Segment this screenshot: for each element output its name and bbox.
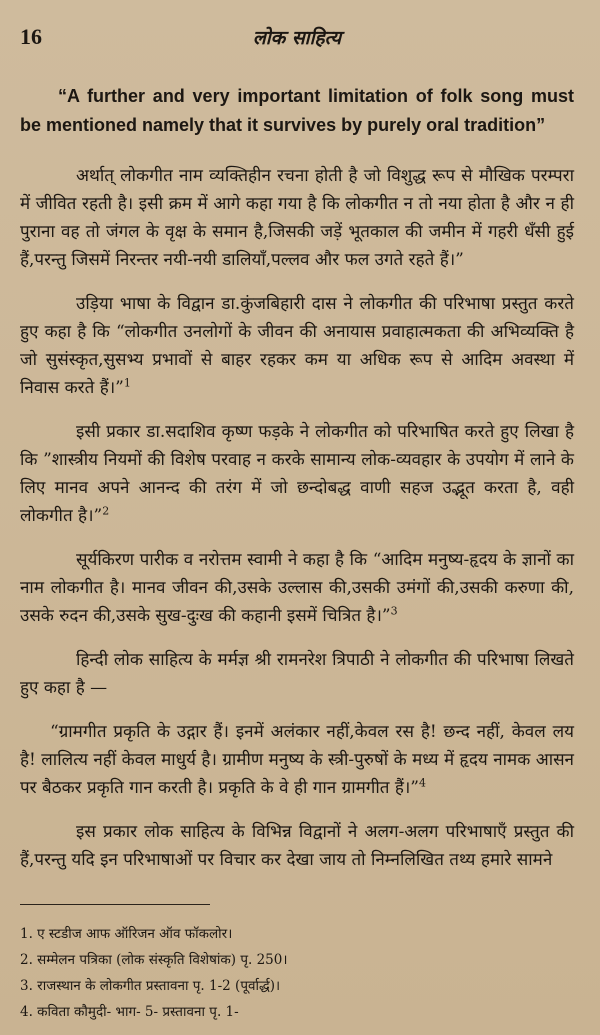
paragraph-text: सूर्यकिरण पारीक व नरोत्तम स्वामी ने कहा है कि “आदिम मनुष्य-हृदय के ज्ञानों का नाम लोकगीत है। मानव जीवन की,उसके उल्लास की,उसकी उमंगों की,उसकी करुणा की, उसके रुदन की,उसके सुख-दुःख की कहानी इसमें चित्रित है।”: [20, 550, 574, 626]
paragraph-text: उड़िया भाषा के विद्वान डा.कुंजबिहारी दास ने लोकगीत की परिभाषा प्रस्तुत करते हुए कहा है कि “लोकगीत उनलोगों के जीवन की अनायास प्रवाहात्मकता की अभिव्यक्ति है जो सुसंस्कृत,सुसभ्य प्रभावों से बाहर रहकर कम या अधिक रूप से आदिम अवस्था में निवास करते हैं।”: [20, 294, 574, 398]
paragraph-6: [20, 718, 574, 802]
footnote-ref: 1: [123, 376, 131, 390]
footnote-4: 4. कविता कौमुदी- भाग- 5- प्रस्तावना पृ. 1-: [20, 1004, 239, 1020]
footnote-ref: 2: [102, 504, 110, 518]
paragraph-4: [20, 546, 574, 630]
footnotes: [20, 921, 574, 1025]
page-header: [20, 24, 574, 58]
footnote-ref: 4: [419, 776, 427, 790]
paragraph-5: [20, 646, 574, 702]
paragraph-text: इसी प्रकार डा.सदाशिव कृष्ण फड़के ने लोकगीत को परिभाषित करते हुए लिखा है कि ”शास्त्रीय नियमों की विशेष परवाह न करके सामान्य लोक-व्यवहार के उपयोग में लाने के लिए मानव अपने आनन्द की तरंग में जो छन्दोबद्ध वाणी सहज उद्भूत करता है, वही लोकगीत है।”: [20, 422, 574, 526]
paragraph-7: [20, 818, 574, 874]
paragraph-text: “ग्रामगीत प्रकृति के उद्गार हैं। इनमें अलंकार नहीं,केवल रस है! छन्द नहीं, केवल लय है! लालित्य नहीं केवल माधुर्य है। ग्रामीण मनुष्य के स्त्री-पुरुषों के मध्य में हृदय नामक आसन पर बैठकर प्रकृति गान करती है। प्रकृति के वे ही गान ग्रामगीत हैं।”: [20, 722, 574, 798]
english-quote: “A further and very important limitation of folk song must be mentioned namely that it survives by purely oral tradition”: [20, 86, 574, 135]
page-number: 16: [20, 24, 42, 49]
paragraph-text: हिन्दी लोक साहित्य के मर्मज्ञ श्री रामनरेश त्रिपाठी ने लोकगीत की परिभाषा लिखते हुए कहा है —: [20, 650, 574, 698]
running-title: लोक साहित्य: [252, 27, 342, 49]
footnote-2: 2. सम्मेलन पत्रिका (लोक संस्कृति विशेषांक) पृ. 250।: [20, 952, 288, 968]
paragraph-text: अर्थात् लोकगीत नाम व्यक्तिहीन रचना होती है जो विशुद्ध रूप से मौखिक परम्परा में जीवित रहती है। इसी क्रम में आगे कहा गया है कि लोकगीत न तो नया होता है और न ही पुराना वह तो जंगल के वृक्ष के समान है,जिसकी जड़ें भूतकाल की जमीन में गहरी धँसी हुई हैं,परन्तु जिसमें निरन्तर नयी-नयी डालियाँ,पल्लव और फल उगते रहते हैं।”: [20, 166, 574, 270]
footnote-ref: 3: [390, 604, 398, 618]
paragraph-1: [20, 162, 574, 274]
paragraph-text: इस प्रकार लोक साहित्य के विभिन्न विद्वानों ने अलग-अलग परिभाषाएँ प्रस्तुत की हैं,परन्तु यदि इन परिभाषाओं पर विचार कर देखा जाय तो निम्नलिखित तथ्य हमारे सामने: [20, 822, 574, 870]
footnote-divider: [20, 904, 210, 905]
paragraph-3: [20, 418, 574, 530]
footnote-1: 1. ए स्टडीज आफ ऑरिजन ऑव फॉकलोर।: [20, 926, 233, 942]
paragraph-2: [20, 290, 574, 402]
footnote-3: 3. राजस्थान के लोकगीत प्रस्तावना पृ. 1-2 (पूर्वार्द्ध)।: [20, 978, 281, 994]
